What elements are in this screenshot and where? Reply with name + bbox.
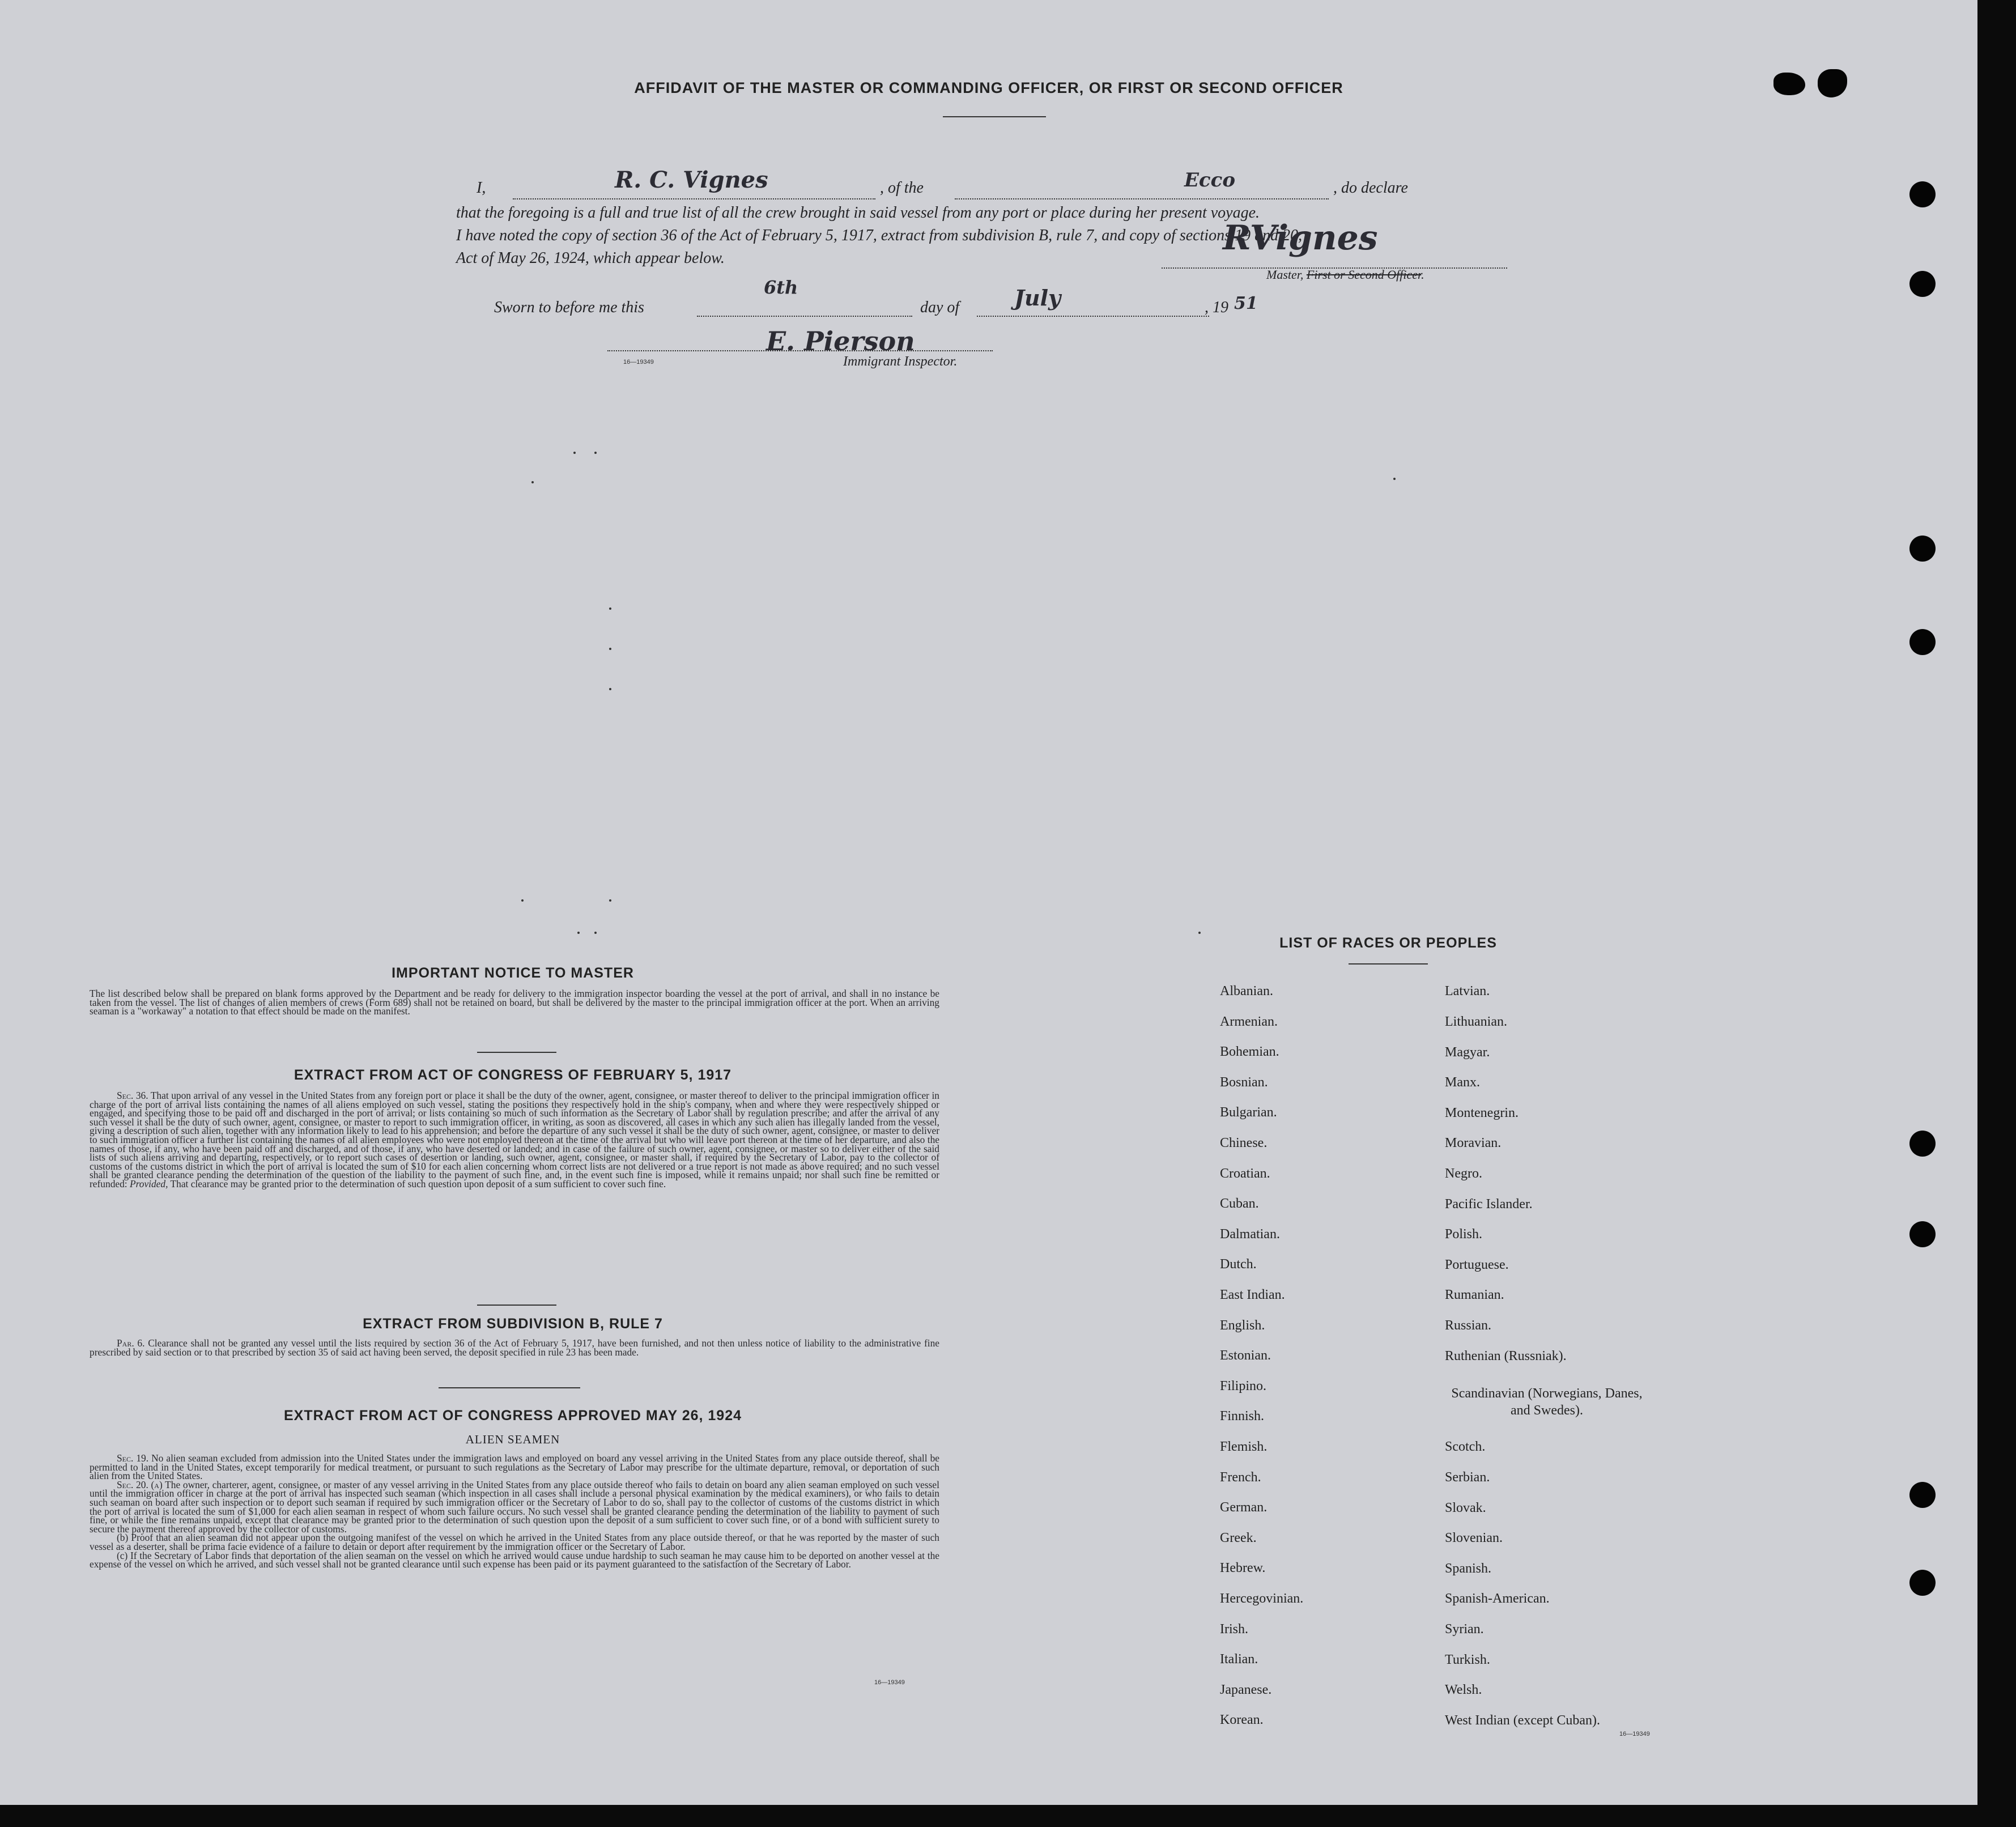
- race-item: Turkish.: [1445, 1652, 1490, 1667]
- race-item: Bohemian.: [1220, 1044, 1279, 1060]
- of-the-label: , of the: [880, 179, 924, 197]
- declaration-line-2: I have noted the copy of section 36 of the Act of February 5, 1917, extract from subdivision B, rule 7, and copy of sections 19 and 20,: [456, 227, 1303, 244]
- race-item: Korean.: [1220, 1713, 1264, 1728]
- race-item: Armenian.: [1220, 1014, 1278, 1029]
- race-item: Scandinavian (Norwegians, Danes, and Swedes).: [1451, 1386, 1643, 1418]
- sworn-month-handwritten: July: [1014, 285, 1061, 311]
- extract-1917-divider: [477, 1305, 556, 1306]
- race-item: West Indian (except Cuban).: [1445, 1713, 1600, 1728]
- sec36-text-end: That clearance may be granted prior to the determination of such question upon deposit of a sum sufficient to cover such fine.: [170, 1178, 666, 1189]
- par6-text: Clearance shall not be granted any vessel until the lists required by section 36 of the Act of February 5, 1917, have been furnished, and not then unless notice of liability to the administrative fine prescribed by said section or to that prescribed by section 35 of said act having been served, the deposit specified in rule 23 has been made.: [90, 1337, 939, 1358]
- do-declare-label: , do declare: [1333, 179, 1408, 197]
- sec36-label: Sec. 36.: [117, 1090, 148, 1101]
- i-label: I,: [477, 179, 486, 197]
- master-signature: RVignes: [1223, 218, 1378, 258]
- year-handwritten: 51: [1234, 294, 1258, 313]
- notice-title: IMPORTANT NOTICE TO MASTER: [392, 965, 634, 981]
- sec36-provided: Provided,: [130, 1178, 168, 1189]
- sec19-label: Sec. 19.: [117, 1452, 149, 1464]
- par6-label: Par. 6.: [117, 1337, 145, 1349]
- race-item: Bosnian.: [1220, 1074, 1268, 1090]
- vessel-blank: [955, 181, 1329, 199]
- scan-speck: [1393, 478, 1396, 480]
- extract-form-number: 16—19349: [874, 1679, 905, 1686]
- alien-seamen-subtitle: ALIEN SEAMEN: [465, 1433, 560, 1446]
- race-item: Rumanian.: [1445, 1288, 1504, 1302]
- scan-speck: [609, 648, 611, 650]
- extract-rule7-title: EXTRACT FROM SUBDIVISION B, RULE 7: [363, 1316, 663, 1332]
- race-item: Spanish-American.: [1445, 1591, 1550, 1606]
- race-item: Welsh.: [1445, 1682, 1482, 1697]
- scan-speck: [609, 688, 611, 690]
- extract-1917-body: [90, 1091, 939, 1189]
- punch-hole: [1909, 1221, 1936, 1247]
- race-item: Portuguese.: [1445, 1257, 1509, 1272]
- race-item: Slovenian.: [1445, 1531, 1503, 1545]
- punch-hole: [1909, 1570, 1936, 1596]
- scan-speck: [594, 452, 597, 454]
- race-item: Flemish.: [1220, 1439, 1268, 1454]
- race-item: Bulgarian.: [1220, 1105, 1277, 1120]
- title-divider: [943, 116, 1046, 117]
- punch-hole: [1909, 629, 1936, 655]
- race-item: Japanese.: [1220, 1682, 1272, 1697]
- extract-rule7-body: [90, 1339, 939, 1357]
- caption-officer-struck: First or Second Officer: [1306, 267, 1422, 282]
- races-form-number: 16—19349: [1619, 1731, 1650, 1737]
- race-item: Moravian.: [1445, 1136, 1502, 1150]
- race-item: Estonian.: [1220, 1348, 1271, 1363]
- declaration-line-3: Act of May 26, 1924, which appear below.: [456, 249, 725, 267]
- affidavit-title: AFFIDAVIT OF THE MASTER OR COMMANDING OFFICER, OR FIRST OR SECOND OFFICER: [634, 79, 1343, 96]
- race-item: French.: [1220, 1469, 1261, 1485]
- race-item: Pacific Islander.: [1445, 1197, 1533, 1212]
- sec20a-text: The owner, charterer, agent, consignee, or master of any vessel arriving in the United States from any place outside thereof who fails to detain on board any alien seaman employed on such vessel until the immigration officer in charge at the port of arrival has inspected such seaman (which inspection in all cases shall include a personal physical examination by the medical examiners), or who fails to detain such seaman on board after such inspection or to deport such seaman if required by such immigration officer or the Secretary of Labor to do so, shall pay to the collector of customs of the customs district in which the port of arrival is located the sum of $1,000 for each alien seaman in respect of whom such failure occurs. No such vessel shall be granted clearance pending the determination of the liability to payment of such fine, or while the fine remains unpaid, except that clearance may be granted prior to the determination of such question upon the deposit of a sum sufficient to cover such fine, or of a bond with sufficient surety to secure the payment thereof approved by the collector of customs.: [90, 1478, 939, 1535]
- caption-master: Master,: [1266, 267, 1304, 282]
- race-item: Russian.: [1445, 1318, 1492, 1333]
- scan-speck: [609, 899, 611, 902]
- caption-period: .: [1421, 267, 1424, 282]
- sworn-day-blank: [697, 299, 912, 317]
- race-item: Filipino.: [1220, 1378, 1267, 1393]
- sworn-month-blank: [977, 299, 1209, 317]
- extract-1917-title: EXTRACT FROM ACT OF CONGRESS OF FEBRUARY 5, 1917: [294, 1067, 732, 1083]
- scan-speck: [573, 452, 576, 454]
- race-item: Cuban.: [1220, 1196, 1259, 1212]
- notice-divider: [477, 1052, 556, 1053]
- inspector-signature: E. Pierson: [766, 326, 915, 356]
- extract-rule7-divider: [439, 1387, 580, 1388]
- punch-hole: [1909, 1482, 1936, 1508]
- sec20-label: Sec. 20. (a): [117, 1478, 163, 1490]
- scan-speck: [577, 932, 580, 934]
- race-item: German.: [1220, 1500, 1268, 1515]
- races-title: LIST OF RACES OR PEOPLES: [1279, 935, 1497, 951]
- sec20b-paragraph: (b) Proof that an alien seaman did not appear upon the outgoing manifest of the vessel on which he arrived in the United States from any place outside thereof, or that he was reported by the master of such vessel as a deserter, shall be prima facie evidence of a failure to detain or deport after requirement by the immigration officer or the Secretary of Labor.: [90, 1532, 939, 1552]
- race-item: East Indian.: [1220, 1288, 1285, 1302]
- race-item: Magyar.: [1445, 1045, 1490, 1060]
- race-item: Slovak.: [1445, 1501, 1486, 1515]
- signature-caption: [1266, 267, 1424, 282]
- punch-hole: [1909, 271, 1936, 297]
- notice-body: The list described below shall be prepared on blank forms approved by the Department and be ready for delivery to the immigration inspector boarding the vessel at the port of arrival, and shall in no instance be taken from the vessel. The list of changes of alien members of crews (Form 689) shall not be retained on board, but shall be delivered by the master to the principal immigration officer at the port. When an arriving seaman is a "workaway" a notation to that effect should be made on the manifest.: [90, 988, 939, 1017]
- race-item: Hercegovinian.: [1220, 1591, 1304, 1606]
- declaration-first-line: [456, 167, 1533, 202]
- race-item: Negro.: [1445, 1166, 1482, 1181]
- declaration-line-1: that the foregoing is a full and true list of all the crew brought in said vessel from any port or place during her present voyage.: [456, 204, 1260, 222]
- race-item: Syrian.: [1445, 1622, 1484, 1637]
- race-item: Manx.: [1445, 1075, 1480, 1090]
- race-item: Scotch.: [1445, 1439, 1486, 1454]
- punch-hole: [1909, 1131, 1936, 1157]
- race-item: Dalmatian.: [1220, 1226, 1280, 1242]
- race-item: Polish.: [1445, 1227, 1483, 1242]
- sec20a-paragraph: [90, 1478, 939, 1535]
- race-item: Latvian.: [1445, 984, 1490, 999]
- master-name-handwritten: R. C. Vignes: [615, 167, 768, 193]
- scan-speck: [609, 607, 611, 610]
- race-item: Lithuanian.: [1445, 1014, 1507, 1029]
- inspector-line: [607, 350, 993, 351]
- race-item: Ruthenian (Russniak).: [1445, 1349, 1567, 1363]
- sec19-text: No alien seaman excluded from admission into the United States under the immigration laws and employed on board any vessel arriving in the United States from any place outside thereof, shall be permitted to land in the United States, except temporarily for medical treatment, or pursuant to such regulations as the Secretary of Labor may prescribe for the ultimate departure, removal, or deportation of such alien from the United States.: [90, 1452, 939, 1482]
- extract-1924-body: [90, 1454, 939, 1569]
- race-item: Albanian.: [1220, 984, 1273, 999]
- inspector-caption: Immigrant Inspector.: [843, 354, 958, 369]
- race-item: Spanish.: [1445, 1561, 1492, 1576]
- year-prefix: , 19: [1205, 299, 1228, 316]
- scan-speck: [594, 932, 597, 934]
- races-divider: [1349, 963, 1428, 965]
- race-item: Croatian.: [1220, 1166, 1270, 1181]
- scan-speck: [1198, 932, 1201, 934]
- race-item: Chinese.: [1220, 1136, 1268, 1150]
- scan-speck: [531, 481, 534, 483]
- sworn-day-handwritten: 6th: [764, 277, 798, 298]
- race-item: Dutch.: [1220, 1257, 1257, 1272]
- affidavit-form-number: 16—19349: [623, 359, 654, 366]
- race-item: Finnish.: [1220, 1409, 1265, 1424]
- day-of-label: day of: [920, 299, 960, 316]
- punch-hole: [1909, 181, 1936, 207]
- race-item: Italian.: [1220, 1652, 1258, 1667]
- sworn-label: Sworn to before me this: [494, 299, 644, 316]
- race-item: Montenegrin.: [1445, 1106, 1519, 1120]
- vessel-name-handwritten: Ecco: [1184, 169, 1235, 192]
- sec20c-paragraph: (c) If the Secretary of Labor finds that deportation of the alien seaman on the vessel on which he arrived would cause undue hardship to such seaman he may cause him to be deported on another vessel at the expense of the vessel on which he arrived, and such vessel shall not be granted clearance until such expense has been paid or its payment guaranteed to the satisfaction of the Secretary of Labor.: [90, 1549, 939, 1570]
- race-item: Greek.: [1220, 1530, 1257, 1545]
- sec19-paragraph: [90, 1454, 939, 1481]
- extract-1924-title: EXTRACT FROM ACT OF CONGRESS APPROVED MAY 26, 1924: [283, 1408, 742, 1424]
- punch-hole: [1909, 536, 1936, 562]
- race-item: Hebrew.: [1220, 1561, 1266, 1576]
- scan-speck: [521, 899, 524, 902]
- sec36-text: That upon arrival of any vessel in the United States from any foreign port or place it shall be the duty of the owner, agent, consignee, or master thereof to deliver to the principal immigration officer in charge of the port of arrival lists containing the names of all aliens employed on such vessel, stating the positions they respectively hold in the ship's company, when and where they were respectively shipped or engaged, and specifying those to be paid off and discharged in the port of arrival; or lists containing so much of such information as the Secretary of Labor shall by regulation prescribe; and after the arrival of any such vessel it shall be the duty of such owner, agent, consignee, or master to report to such immigration officer, in writing, as soon as discovered, all cases in which any such alien has illegally landed from the vessel, giving a description of such alien, together with any information likely to lead to his apprehension; and before the departure of any such vessel it shall be the duty of such owner, agent, consignee, or master to deliver to such immigration officer a further list containing the names of all alien employees who were not employed thereon at the time of the arrival but who will leave port thereon at the time of her departure, and also the names of those, if any, who have been paid off and discharged, and of those, if any, who have deserted or landed; and in case of the failure of such owner, agent, consignee, or master so to deliver either of the said lists of such aliens arriving and departing, respectively, or to report such cases of desertion or landing, such owner, agent, consignee, or master shall, if required by the Secretary of Labor, pay to the collector of customs of the customs district in which the port of arrival is located the sum of $10 for each alien concerning whom correct lists are not delivered or a true report is not made as above required; and no such vessel shall be granted clearance pending the determination of the question of the liability to the payment of such fine, and, in the event such fine is imposed, while it remains unpaid; nor shall such fine be remitted or refunded:: [90, 1090, 939, 1189]
- race-item: English.: [1220, 1318, 1265, 1333]
- race-item: Irish.: [1220, 1621, 1248, 1637]
- race-item: Serbian.: [1445, 1470, 1490, 1485]
